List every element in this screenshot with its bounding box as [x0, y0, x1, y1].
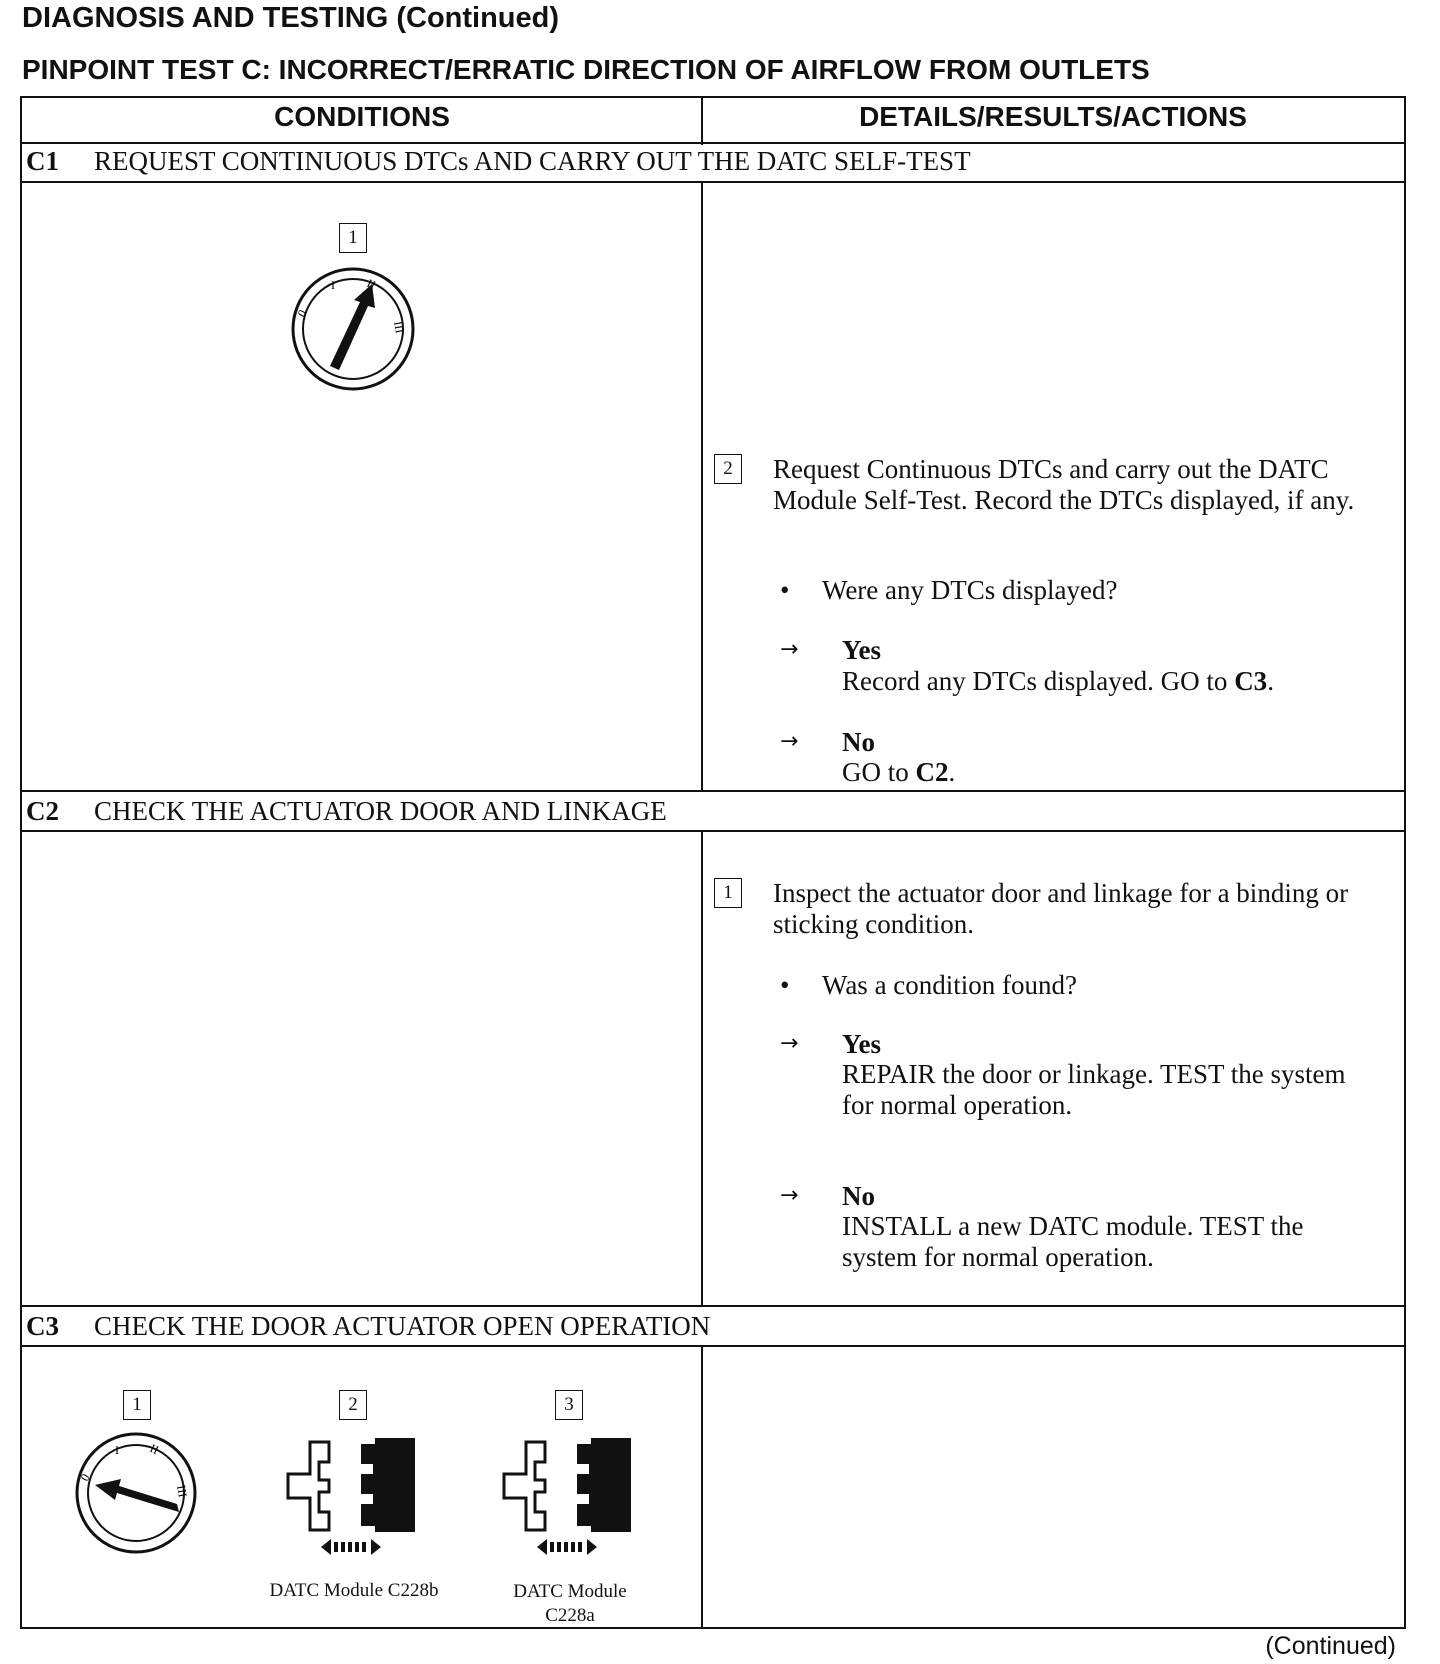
bullet-marker: •: [780, 575, 790, 605]
c1-question: Were any DTCs displayed?: [822, 575, 1118, 605]
ignition-mark-start: III: [391, 320, 407, 335]
row-divider: [20, 1305, 1406, 1307]
ignition-mark-on: II: [147, 1441, 161, 1458]
test-title: PINPOINT TEST C: INCORRECT/ERRATIC DIRECTION OF AIRFLOW FROM OUTLETS: [22, 54, 1150, 85]
column-divider: [701, 1347, 703, 1629]
continued-note: (Continued): [1265, 1632, 1396, 1660]
bullet-marker: •: [780, 970, 790, 1000]
step-title: CHECK THE DOOR ACTUATOR OPEN OPERATION: [94, 1311, 711, 1341]
ignition-mark-off: 0: [294, 307, 310, 320]
details-header: DETAILS/RESULTS/ACTIONS: [859, 101, 1247, 132]
figure-caption: DATC Module C228b: [269, 1580, 439, 1601]
connector-c228a-figure: [501, 1434, 631, 1564]
row-divider: [20, 1345, 1406, 1347]
step-title: REQUEST CONTINUOUS DTCs AND CARRY OUT THE DATC SELF-TEST: [94, 146, 971, 176]
ignition-mark-off: 0: [77, 1471, 93, 1484]
no-label: No: [842, 1181, 875, 1211]
figure-number: 1: [339, 223, 367, 253]
connector-c228b-figure: [285, 1434, 415, 1564]
step-reference: C3: [1234, 666, 1268, 696]
step-id: C2: [26, 796, 59, 826]
step-number: 2: [714, 454, 742, 484]
step-title: CHECK THE ACTUATOR DOOR AND LINKAGE: [94, 796, 667, 826]
step-id: C3: [26, 1311, 59, 1341]
c1-no-action: [842, 757, 1382, 788]
step-number: 1: [714, 878, 742, 908]
ignition-mark-start: III: [174, 1484, 190, 1499]
step-c3-header: [26, 1311, 710, 1342]
action-end: .: [948, 757, 956, 787]
c2-instruction: Inspect the actuator door and linkage for a binding or sticking condition.: [773, 878, 1349, 939]
step-id: C1: [26, 146, 59, 176]
page-title: DIAGNOSIS AND TESTING (Continued): [22, 2, 560, 34]
row-divider: [20, 142, 1406, 144]
figure-number: 1: [123, 1390, 151, 1420]
ignition-switch-figure: [73, 1430, 199, 1556]
action-text: Record any DTCs displayed. GO to: [842, 666, 1235, 696]
step-reference: C2: [915, 757, 949, 787]
c1-yes-action: [842, 666, 1382, 697]
row-divider: [20, 830, 1406, 832]
c1-instruction: Request Continuous DTCs and carry out the DATC Module Self-Test. Record the DTCs displayed, if any.: [773, 454, 1355, 515]
c2-no-action: INSTALL a new DATC module. TEST the system for normal operation.: [842, 1211, 1304, 1272]
c2-yes-action: REPAIR the door or linkage. TEST the system for normal operation.: [842, 1059, 1346, 1120]
figure-caption: [480, 1580, 660, 1628]
result-arrow-icon: →: [780, 1031, 799, 1056]
figure-number: 2: [339, 1390, 367, 1420]
ignition-mark-on: II: [364, 276, 378, 293]
ignition-switch-figure: [288, 264, 418, 394]
action-text: GO to: [842, 757, 916, 787]
row-divider: [20, 181, 1406, 183]
result-arrow-icon: →: [780, 729, 799, 754]
result-arrow-icon: →: [780, 1183, 799, 1208]
ignition-mark-acc: I: [115, 1443, 119, 1457]
column-divider: [701, 183, 703, 792]
c2-question: Was a condition found?: [822, 970, 1078, 1000]
column-divider: [701, 832, 703, 1306]
row-divider: [20, 790, 1406, 792]
figure-number: 3: [555, 1390, 583, 1420]
step-c2-header: [26, 796, 667, 827]
conditions-header: CONDITIONS: [274, 101, 450, 132]
step-c1-header: [26, 146, 971, 177]
ignition-mark-acc: I: [331, 278, 335, 292]
caption-line: DATC Module: [513, 1581, 627, 1602]
caption-line: C228a: [545, 1605, 595, 1626]
result-arrow-icon: →: [780, 637, 799, 662]
yes-label: Yes: [842, 635, 881, 665]
action-end: .: [1267, 666, 1274, 696]
pinpoint-table: [20, 96, 1406, 1629]
yes-label: Yes: [842, 1029, 881, 1059]
no-label: No: [842, 727, 875, 757]
